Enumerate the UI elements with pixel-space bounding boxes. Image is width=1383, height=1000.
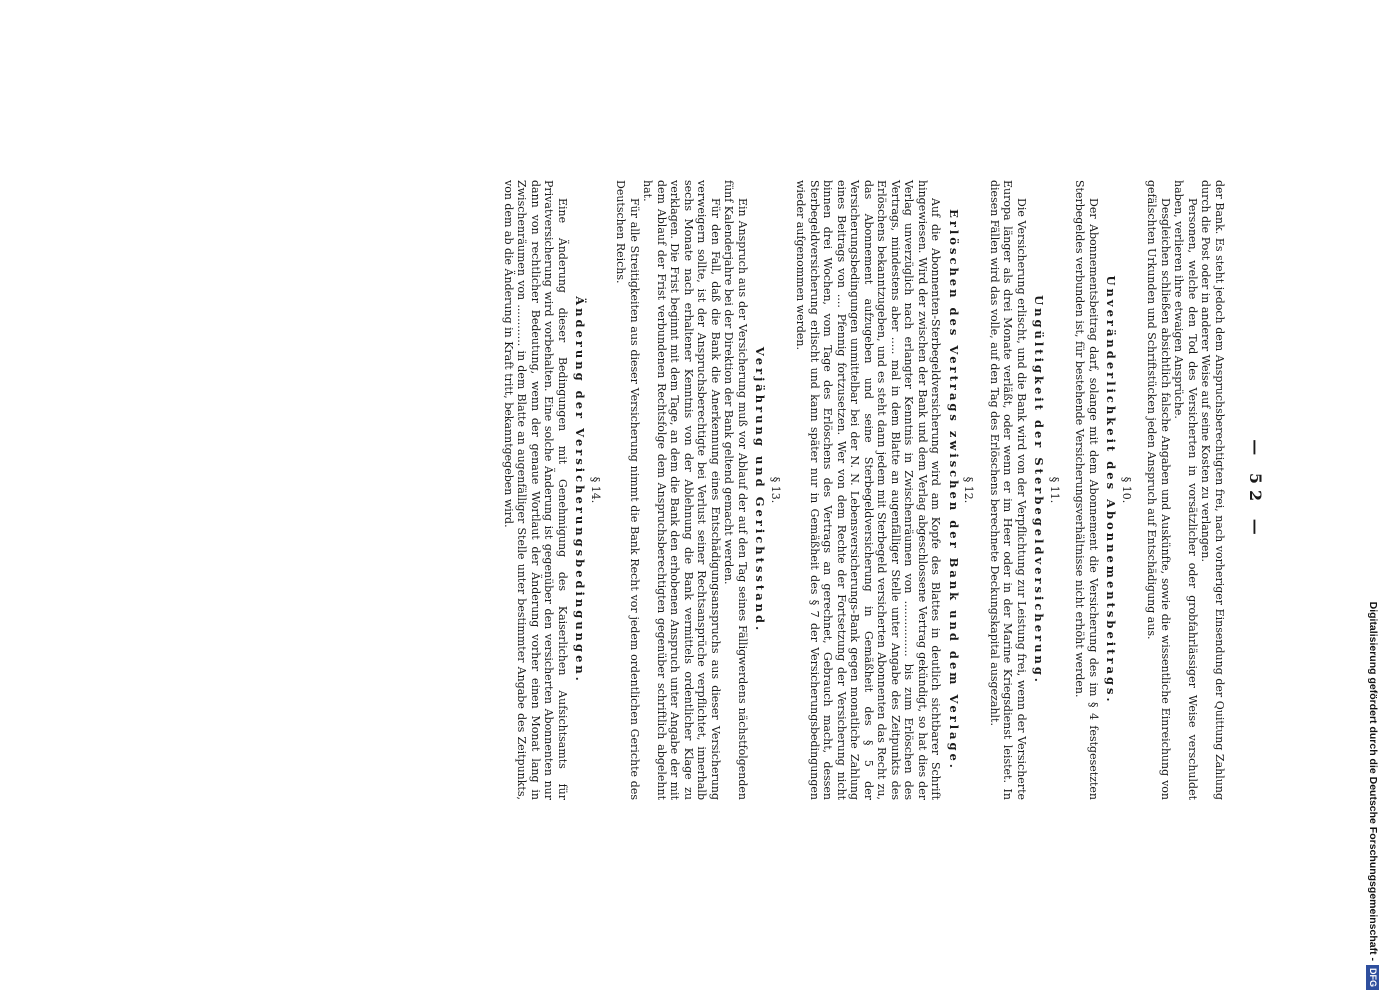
section-title: Unveränderlichkeit des Abonnementsbeitrags. — [1104, 275, 1119, 705]
section-paragraph: Ein Anspruch aus der Versicherung muß vor Ablauf der auf den Tag seines Fälligwerdens nächstfolgenden fünf Kalenderjahre bei der Direktion der Bank geltend gemacht werden. — [722, 180, 749, 800]
section-title: Änderung der Versicherungsbedingungen. — [573, 296, 588, 684]
section-title: Verjährung und Gerichtsstand. — [753, 346, 768, 634]
opening-paragraph-2: Personen, welche den Tod des Versicherten in vorsätzlicher oder grobfahrlässiger Weise verschuldet haben, verlieren ihre etwaigen Ansprüche. — [1172, 180, 1199, 800]
opening-paragraph-1: der Bank. Es steht jedoch dem Anspruchsberechtigten frei, nach vorheriger Einsendung der Quittung Zahlung durch die Post oder in anderer Weise auf seine Kosten zu verlangen. — [1199, 180, 1226, 800]
section-11 — [988, 180, 1062, 800]
scanned-page — [172, 160, 1265, 820]
section-title: Ungültigkeit der Sterbegeldversicherung. — [1032, 295, 1047, 685]
section-number: § 12. — [962, 476, 976, 504]
section-title: Erlöschen des Vertrags zwischen der Bank und dem Verlage. — [947, 209, 961, 771]
section-12 — [794, 180, 976, 800]
section-paragraph: Auf die Abonnenten-Sterbegeldversicherung wird am Kopfe des Blattes in deutlich sichtbarer Schrift hingewiesen. Wird der zwischen der Bank und dem Verlag abgeschlossene Vertrag gekündigt, so hat dies der Verlag unverzüglich nach erlangter Kenntnis in Zwischenräumen von ................ bis zum Erlöschen des Vertrags, mindestens aber ..... mal in dem Blatte an augenfälliger Stelle unter Angabe des Zeitpunkts des Erlöschens bekanntzugeben, und es steht dann jedem mit Sterbegeld versicherten Abonnenten das Recht zu, das Abonnement aufzugeben und seine Sterbegeldversicherung in Gemäßheit des § 5 der Versicherungsbedingungen unmittelbar bei der N. N. Lebensversicherungs-Bank gegen monatliche Zahlung eines Beitrags von .... Pfennig fortzusetzen. Wer von dem Rechte der Fortsetzung der Versicherung nicht binnen drei Wochen, vom Tage des Erlöschens des Vertrags an gerechnet, Gebrauch macht, dessen Sterbegeldversicherung erlischt und kann später nur in Gemäßheit des § 7 der Versicherungsbedingungen wieder aufgenommen werden. — [794, 180, 943, 800]
section-number: § 13. — [769, 476, 782, 504]
section-14 — [502, 180, 603, 800]
section-10 — [1073, 180, 1133, 800]
page-number: — 52 — — [1246, 439, 1265, 541]
section-paragraph: Für alle Streitigkeiten aus dieser Versicherung nimmt die Bank Recht vor jedem ordentlichen Gerichte des Deutschen Reichs. — [614, 180, 641, 800]
credit-text: Digitalisierung gefördert durch die Deutsche Forschungsgemeinschaft - — [1367, 601, 1379, 961]
section-paragraph: Der Abonnementsbeitrag darf, solange mit dem Abonnement die Versicherung des im § 4 festgesetzten Sterbegeldes verbunden ist, für bestehende Versicherungsverhältnisse nicht erhöht werden. — [1073, 180, 1100, 800]
section-paragraph: Für den Fall, daß die Bank die Anerkennung eines Entschädigungsanspruchs aus dieser Versicherung verweigern sollte, ist der Anspruchsberechtigte bei Verlust seiner Rechtsansprüche verpflichtet, innerhalb sechs Monate nach erhaltener Kenntnis von der Ablehnung die Bank vermittels ordentlicher Klage zu verklagen. Die Frist beginnt mit dem Tage, an dem die Bank den erhobenen Anspruch unter Angabe der mit dem Ablauf der Frist verbundenen Rechtsfolge dem Anspruchsberechtigten gegenüber schriftlich abgelehnt hat. — [641, 180, 722, 800]
section-paragraph: Eine Änderung dieser Bedingungen mit Genehmigung des Kaiserlichen Aufsichtsamts für Privatversicherung wird vorbehalten. Eine solche Änderung ist gegenüber den versicherten Abonnenten nur dann von rechtlicher Bedeutung, wenn der genaue Wortlaut der Änderung vorher einen Monat lang in Zwischenräumen von ............ in dem Blatte an augenfälliger Stelle unter bestimmter Angabe des Zeitpunkts, von dem ab die Änderung in Kraft tritt, bekanntgegeben wird. — [502, 180, 569, 800]
section-paragraph: Die Versicherung erlischt, und die Bank wird von der Verpflichtung zur Leistung frei, wenn der Versicherte Europa länger als drei Monate verläßt, oder wenn er im Heer oder in der Marine Kriegsdienst leistet. In diesen Fällen wird das volle, auf den Tag des Erlöschens berechnete Deckungskapital ausgezahlt. — [988, 180, 1028, 800]
section-13 — [614, 180, 782, 800]
dfg-logo-icon: DFG — [1367, 965, 1380, 990]
digitization-credit — [1366, 10, 1380, 990]
section-number: § 14. — [589, 476, 602, 504]
section-number: § 10. — [1120, 476, 1133, 504]
section-number: § 11. — [1048, 476, 1061, 504]
opening-paragraph-3: Desgleichen schließen absichtlich falsche Angaben und Auskünfte, sowie die wissentliche Einreichung von gefälschten Urkunden und Schriftstücken jeden Anspruch auf Entschädigung aus. — [1145, 180, 1172, 800]
